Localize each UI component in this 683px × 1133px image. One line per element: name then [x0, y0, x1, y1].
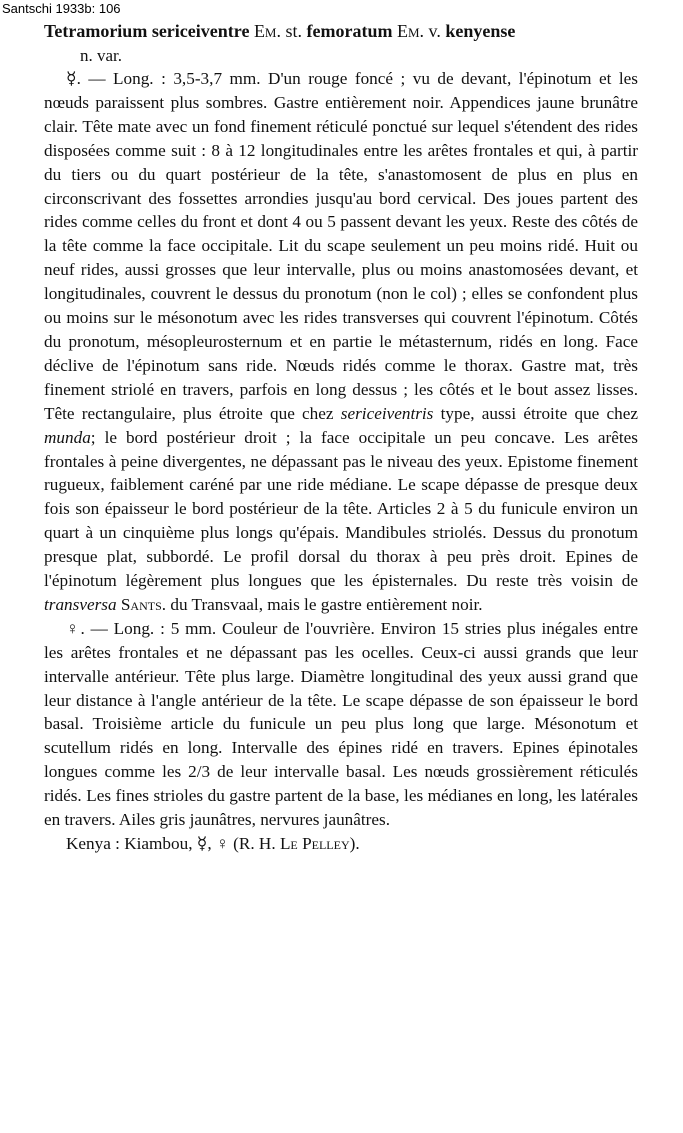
worker-text-c: ; le bord postérieur droit ; la face occipitale un peu concave. Les arêtes frontales à peine divergentes, ne dépassant pas le niveau des yeux. Epistome finement rugueux, faiblement caréné par une ride médiane. Le scape dépasse de presque deux fois son épaisseur le bord postérieur de la tête. Articles 2 à 5 du funicule environ un quart à un cinquième plus longs qu'épais. Mandibules striolés. Dessus du pronotum presque plat, subbordé. Le profil dorsal du thorax à peu près droit. Epines de l'épinotum légèrement plus longues que les épisternales. Du reste très voisin de — [44, 427, 638, 591]
worker-text-d: du Transvaal, mais le gastre entièrement noir. — [170, 594, 483, 614]
worker-symbol-2: ☿ — [196, 834, 208, 853]
locality-line — [44, 832, 638, 856]
rank-st: st. — [285, 21, 303, 41]
queen-symbol: ♀ — [66, 618, 81, 638]
author-3: Sants. — [120, 594, 167, 614]
collector-name: Le Pelley — [279, 834, 350, 853]
subspecies-name: femoratum — [306, 21, 393, 41]
species-name: Tetramorium sericeiventre — [44, 21, 250, 41]
species-heading — [44, 20, 644, 42]
collector-close: ). — [349, 834, 360, 853]
queen-symbol-2: ♀ — [215, 834, 229, 853]
worker-text-a: . — Long. : 3,5-3,7 mm. D'un rouge foncé ; vu de devant, l'épinotum et les nœuds paraissent plus sombres. Gastre entièrement noir. Appendices jaune brunâtre clair. Tête mate avec un fond finement réticulé ponctué sur lequel s'étendent des rides disposées comme suit : 8 à 12 longitudinales entre les arêtes frontales et qui, à partir du tiers ou du quart postérieur de la tête, s'anastomosent de plus en plus en circonscrivant des fossettes arrondies jusqu'au bord cervical. Des joues partent des rides comme celles du front et dont 4 ou 5 passent devant les yeux. Reste des côtés de la tête comme la face occipitale. Lit du scape seulement un peu moins ridé. Huit ou neuf rides, aussi grosses que leur intervalle, plus ou moins anastomosées devant, et longitudinales, couvrent le dessus du pronotum (non le col) ; elles se confondent plus ou moins sur le mésonotum avec les rides transverses qui couvrent l'épinotum. Côtés du pronotum, mésopleurosternum et en partie le métasternum, ridés en long. Face déclive de l'épinotum sans ride. Nœuds ridés comme le thorax. Gastre mat, très finement striolé en travers, parfois en long dessus ; les côtés et le bout assez lisses. Tête rectangulaire, plus étroite que chez — [44, 69, 638, 423]
author-1: Em. — [253, 21, 281, 41]
description-body — [44, 67, 638, 856]
page-label: Santschi 1933b: 106 — [2, 1, 121, 16]
italic-transversa: transversa — [44, 594, 117, 614]
worker-description — [44, 67, 638, 617]
collector-open: (R. H. — [233, 834, 276, 853]
locality-sep: , — [207, 834, 212, 853]
worker-symbol: ☿ — [66, 69, 77, 88]
queen-description — [44, 617, 638, 832]
queen-text: . — Long. : 5 mm. Couleur de l'ouvrière. Environ 15 stries plus inégales entre les arêtes frontales et ne dépassant pas les ocelles. Ceux-ci aussi grands que leur intervalle antérieur. Tête plus large. Diamètre longitudinal des yeux aussi grand que leur distance à l'angle antérieur de la tête. Le scape dépasse de son épaisseur le bord basal. Troisième article du funicule un peu plus long que large. Mésonotum et scutellum ridés en long. Intervalle des épines ridé en travers. Epines épinotales longues comme les 2/3 de leur intervalle basal. Les nœuds grossièrement réticulés ridés. Les fines strioles du gastre partent de la base, les médianes en long, les latérales en travers. Ailes gris jaunâtres, nervures jaunâtres. — [44, 618, 638, 830]
author-2: Em. — [396, 21, 425, 41]
rank-v: v. — [428, 21, 441, 41]
locality-place: Kenya : Kiambou, — [66, 834, 193, 853]
italic-sericeiventris: sericeiventris — [340, 403, 434, 423]
italic-munda: munda — [44, 427, 91, 447]
variety-name: kenyense — [445, 21, 516, 41]
worker-text-b: type, aussi étroite que chez — [440, 403, 639, 423]
new-variety-label: n. var. — [80, 46, 123, 65]
